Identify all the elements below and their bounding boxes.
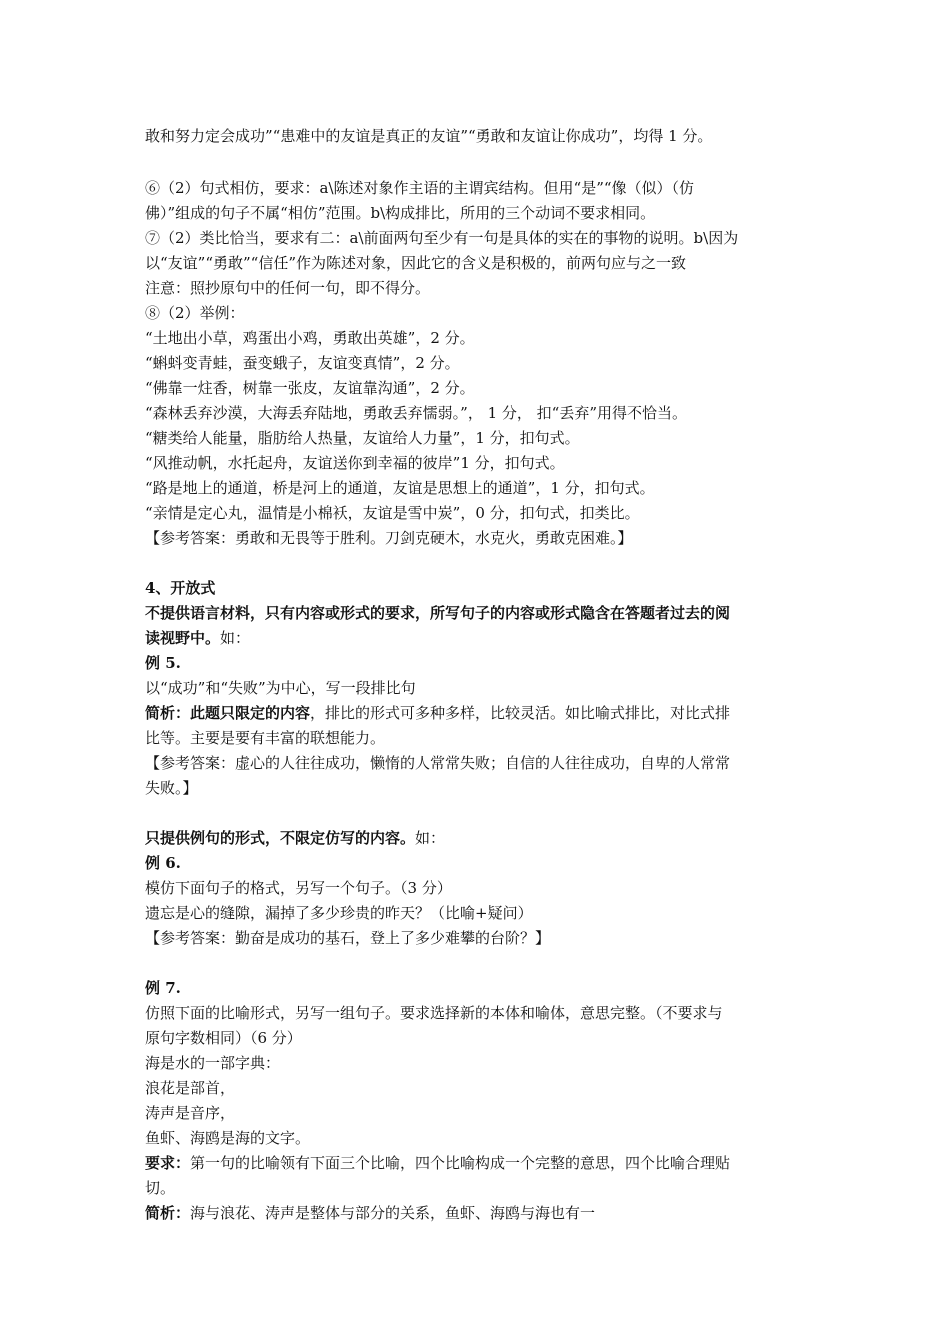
text-line: “森林丢弃沙漠，大海丢弃陆地，勇敢丢弃懦弱。”， 1 分， 扣“丢弃”用得不恰当。: [145, 404, 688, 422]
text-line: 以“友谊”“勇敢”“信任”作为陈述对象，因此它的含义是积极的，前两句应与之一致: [145, 254, 687, 272]
text-line: 仿照下面的比喻形式，另写一组句子。要求选择新的本体和喻体，意思完整。（不要求与: [145, 1004, 723, 1022]
example-heading: 例 7.: [145, 979, 181, 997]
plain-run: 第一句的比喻领有下面三个比喻，四个比喻构成一个完整的意思，四个比喻合理贴: [190, 1154, 731, 1172]
text-line: [145, 628, 250, 648]
text-line: [145, 1153, 730, 1173]
text-line: 遗忘是心的缝隙，漏掉了多少珍贵的昨天？（比喻+疑问）: [145, 904, 533, 922]
text-line: 浪花是部首，: [145, 1079, 236, 1097]
text-line: [145, 828, 445, 848]
text-line: “路是地上的通道，桥是河上的通道，友谊是思想上的通道”，1 分，扣句式。: [145, 479, 655, 497]
text-line: 原句字数相同）（6 分）: [145, 1029, 302, 1047]
text-line: 注意：照抄原句中的任何一句，即不得分。: [145, 279, 431, 297]
text-line: ⑦（2）类比恰当，要求有二：a\前面两句至少有一句是具体的实在的事物的说明。b\因为: [145, 229, 739, 247]
plain-run: ，排比的形式可多种多样，比较灵活。如比喻式排比，对比式排: [310, 704, 731, 722]
text-line: “土地出小草，鸡蛋出小鸡，勇敢出英雄”，2 分。: [145, 329, 475, 347]
plain-run: 如：: [220, 629, 251, 647]
text-line: 比等。主要是要有丰富的联想能力。: [145, 729, 386, 747]
text-line: [145, 1203, 595, 1223]
text-line: 鱼虾、海鸥是海的文字。: [145, 1129, 311, 1147]
text-line: 【参考答案：勤奋是成功的基石，登上了多少难攀的台阶？】: [145, 929, 551, 947]
bold-run: 要求：: [145, 1154, 191, 1172]
text-line: 敢和努力定会成功”“患难中的友谊是真正的友谊”“勇敢和友谊让你成功”，均得 1 分。: [145, 127, 713, 145]
text-line: 【参考答案：虚心的人往往成功，懒惰的人常常失败；自信的人往往成功，自卑的人常常: [145, 754, 731, 772]
text-line: “风推动帆，水托起舟，友谊送你到幸福的彼岸”1 分，扣句式。: [145, 454, 565, 472]
text-line: 模仿下面句子的格式，另写一个句子。（3 分）: [145, 879, 452, 897]
text-line: 不提供语言材料，只有内容或形式的要求，所写句子的内容或形式隐含在答题者过去的阅: [145, 604, 731, 622]
text-line: “佛靠一炷香，树靠一张皮，友谊靠沟通”，2 分。: [145, 379, 475, 397]
bold-run: 只提供例句的形式，不限定仿写的内容。: [145, 829, 416, 847]
plain-run: 海与浪花、涛声是整体与部分的关系，鱼虾、海鸥与海也有一: [190, 1204, 596, 1222]
text-line: “亲情是定心丸，温情是小棉袄，友谊是雪中炭”，0 分，扣句式，扣类比。: [145, 504, 640, 522]
text-line: 佛）”组成的句子不属“相仿”范围。b\构成排比，所用的三个动词不要求相同。: [145, 204, 656, 222]
text-line: 以“成功”和“失败”为中心，写一段排比句: [145, 679, 416, 697]
text-line: “糖类给人能量，脂肪给人热量，友谊给人力量”，1 分，扣句式。: [145, 429, 580, 447]
text-line: 【参考答案：勇敢和无畏等于胜利。刀剑克硬木，水克火，勇敢克困难。】: [145, 529, 633, 547]
bold-run: 读视野中。: [145, 629, 221, 647]
plain-run: 如：: [415, 829, 446, 847]
text-line: 海是水的一部字典：: [145, 1054, 281, 1072]
example-heading: 例 6.: [145, 854, 181, 872]
example-heading: 例 5.: [145, 654, 181, 672]
text-line: [145, 703, 730, 723]
text-line: ⑥（2）句式相仿，要求：a\陈述对象作主语的主谓宾结构。但用“是”“像（似）（仿: [145, 179, 695, 197]
text-line: 切。: [145, 1179, 176, 1197]
text-line: 失败。】: [145, 779, 198, 797]
text-line: ⑧（2）举例：: [145, 304, 245, 322]
text-line: “蝌蚪变青蛙，蚕变蛾子，友谊变真情”，2 分。: [145, 354, 460, 372]
section-heading: 4、开放式: [145, 579, 216, 597]
bold-run: 简析：此题只限定的内容: [145, 704, 311, 722]
bold-run: 简析：: [145, 1204, 191, 1222]
text-line: 涛声是音序，: [145, 1104, 236, 1122]
